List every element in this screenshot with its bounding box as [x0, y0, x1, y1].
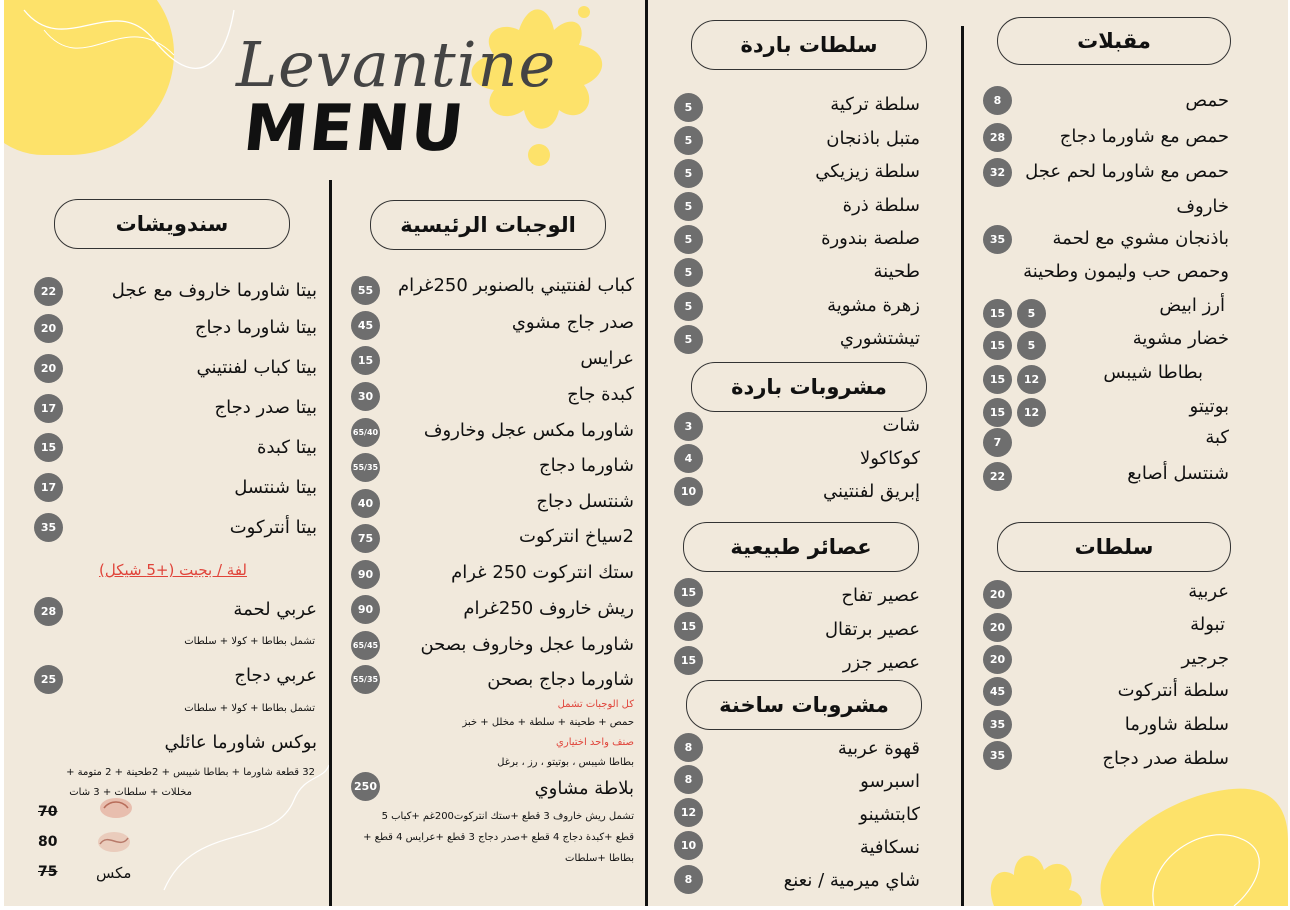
price-badge: 5: [674, 93, 703, 122]
price-badge: 45: [351, 311, 380, 340]
menu-item: شنتسل أصابع 22: [981, 459, 1229, 491]
price-badge: 15: [34, 433, 63, 462]
price-badge: 5: [674, 159, 703, 188]
menu-item: سلطة زيزيكي 5: [672, 157, 920, 189]
menu-item: شاورما عجل وخاروف بصحن 65/45: [349, 630, 634, 662]
menu-item-platter: بلاطة مشاوي 250: [349, 774, 634, 806]
menu-item: كباب لفنتيني بالصنوبر 250غرام 55: [349, 271, 634, 303]
menu-item: بوتيتو 15 12: [981, 392, 1229, 424]
price-badge: 65/45: [351, 631, 380, 660]
menu-title-main: MENU: [240, 92, 469, 166]
price-badge: 40: [351, 489, 380, 518]
price-badge: 32: [983, 158, 1012, 187]
price-badge: 5: [674, 192, 703, 221]
menu-item: باذنجان مشوي مع لحمة 35: [981, 224, 1229, 256]
menu-item: عربية 20: [981, 577, 1229, 609]
menu-item: عصير تفاح 15: [672, 581, 920, 613]
meals-choice-note-label: صنف واحد اختياري: [556, 737, 634, 748]
menu-item: حمص مع شاورما لحم عجل 32: [981, 157, 1229, 189]
price-badge: 30: [351, 382, 380, 411]
price-badge: 35: [983, 225, 1012, 254]
family-box-price-chicken: 80: [38, 834, 58, 850]
platter-description-line: بطاطا +سلطات: [565, 853, 634, 864]
price-badge: 15: [674, 578, 703, 607]
menu-item: إبريق لفنتيني 10: [672, 477, 920, 509]
price-badge: 20: [34, 314, 63, 343]
price-badge: 15: [351, 346, 380, 375]
platter-description-line: تشمل ريش خاروف 3 قطع +ستك انتركوت200غم +كباب 5: [381, 811, 634, 822]
price-badge: 5: [674, 258, 703, 287]
menu-item: شنتسل دجاج 40: [349, 487, 634, 519]
menu-item: جرجير 20: [981, 644, 1229, 676]
price-badge: 55/35: [351, 665, 380, 694]
menu-item: قهوة عربية 8: [672, 734, 920, 766]
price-badge: 35: [34, 513, 63, 542]
chicken-illustration-icon: [94, 828, 134, 856]
price-badge: 55/35: [351, 453, 380, 482]
price-badge: 8: [674, 765, 703, 794]
menu-page: [4, 0, 1288, 906]
menu-item: زهرة مشوية 5: [672, 291, 920, 323]
price-badge: 17: [34, 473, 63, 502]
price-badge: 12: [674, 798, 703, 827]
menu-item: كابتشينو 12: [672, 800, 920, 832]
price-badge: 7: [983, 428, 1012, 457]
price-badge: 22: [34, 277, 63, 306]
price-badge: 3: [674, 412, 703, 441]
price-badge: 15: [983, 398, 1012, 427]
menu-item: سلطة صدر دجاج 35: [981, 744, 1229, 776]
price-badge: 15: [983, 299, 1012, 328]
price-badge: 5: [674, 325, 703, 354]
menu-item: صلصة بندورة 5: [672, 224, 920, 256]
sandwiches-header: سندويشات: [54, 199, 290, 249]
divider-middle: [645, 0, 648, 906]
yellow-blob-bottom-right: [984, 780, 1288, 906]
price-badge: 90: [351, 595, 380, 624]
price-badge: 15: [983, 331, 1012, 360]
menu-item: عصير جزر 15: [672, 648, 920, 680]
decorative-line-bottom-left: [154, 760, 334, 900]
price-badge: 4: [674, 444, 703, 473]
meat-illustration-icon: [96, 794, 136, 822]
hot-drinks-header: مشروبات ساخنة: [686, 680, 922, 730]
price-badge: 90: [351, 560, 380, 589]
menu-item: بيتا شاورما خاروف مع عجل 22: [32, 276, 317, 308]
menu-item: أرز ابيض 15 5: [981, 291, 1229, 323]
menu-item: بيتا صدر دجاج 17: [32, 393, 317, 425]
family-box-mix-label: مكس: [96, 864, 132, 882]
price-badge: 15: [983, 365, 1012, 394]
cold-drinks-header: مشروبات باردة: [691, 362, 927, 412]
price-badge: 12: [1017, 365, 1046, 394]
juices-header: عصائر طبيعية: [683, 522, 919, 572]
menu-item: شاورما دجاج بصحن 55/35: [349, 665, 634, 697]
platter-description-line: قطع +كبدة دجاج 4 قطع +صدر دجاج 3 قطع +عرايس 4 قطع +: [363, 832, 634, 843]
menu-item: 2سياخ انتركوت 75: [349, 522, 634, 554]
menu-item: ستك انتركوت 250 غرام 90: [349, 558, 634, 590]
menu-item: خضار مشوية 15 5: [981, 324, 1229, 356]
price-badge: 5: [674, 225, 703, 254]
price-badge: 5: [674, 292, 703, 321]
menu-item: حمص 8: [981, 86, 1229, 118]
price-badge: 55: [351, 276, 380, 305]
price-badge: 12: [1017, 398, 1046, 427]
family-box-description-line: مخللات + سلطات + 3 شات: [69, 787, 192, 798]
price-badge: 20: [34, 354, 63, 383]
menu-item: حمص مع شاورما دجاج 28: [981, 122, 1229, 154]
menu-item: شاورما دجاج 55/35: [349, 451, 634, 483]
price-badge: 17: [34, 394, 63, 423]
arabi-lahme-note: تشمل بطاطا + كولا + سلطات: [184, 636, 315, 647]
price-badge: 25: [34, 665, 63, 694]
price-badge: 5: [1017, 299, 1046, 328]
decorative-swirl-lines: [4, 0, 244, 120]
menu-item: اسبرسو 8: [672, 767, 920, 799]
menu-item: بيتا كبدة 15: [32, 433, 317, 465]
menu-title-script: Levantine: [236, 28, 557, 101]
menu-item: نسكافية 10: [672, 833, 920, 865]
family-box-price-meat: 70: [38, 804, 58, 820]
price-badge: 35: [983, 741, 1012, 770]
menu-item: بيتا أنتركوت 35: [32, 513, 317, 545]
price-badge: 65/40: [351, 418, 380, 447]
menu-item: سلطة تركية 5: [672, 90, 920, 122]
divider-right: [961, 26, 964, 906]
menu-item: كبدة جاج 30: [349, 380, 634, 412]
menu-item: شات 3: [672, 411, 920, 443]
price-badge: 20: [983, 580, 1012, 609]
price-badge: 35: [983, 710, 1012, 739]
price-badge: 45: [983, 677, 1012, 706]
menu-item: سلطة شاورما 35: [981, 710, 1229, 742]
menu-item: شاورما مكس عجل وخاروف 65/40: [349, 416, 634, 448]
menu-item: تبولة 20: [981, 610, 1229, 642]
menu-item: عربي دجاج 25: [32, 661, 317, 693]
price-badge: 8: [674, 733, 703, 762]
price-badge: 28: [983, 123, 1012, 152]
menu-item: خاروف: [1176, 196, 1229, 217]
price-badge: 75: [351, 524, 380, 553]
menu-item: طحينة 5: [672, 257, 920, 289]
appetizers-header: مقبلات: [997, 17, 1231, 65]
meals-choice-note: بطاطا شيبس ، بوتيتو ، رز ، برغل: [497, 757, 634, 768]
price-badge: 5: [1017, 331, 1046, 360]
menu-item: كبة 7: [981, 423, 1229, 455]
meals-include-note-label: كل الوجبات تشمل: [557, 699, 634, 710]
price-badge: 10: [674, 831, 703, 860]
price-badge: 15: [674, 646, 703, 675]
menu-item: شاي ميرمية / نعنع 8: [672, 866, 920, 898]
menu-item: عرايس 15: [349, 344, 634, 376]
menu-item: بيتا كباب لفنتيني 20: [32, 353, 317, 385]
menu-item: صدر جاج مشوي 45: [349, 308, 634, 340]
menu-item: سلطة ذرة 5: [672, 191, 920, 223]
arabi-djaj-note: تشمل بطاطا + كولا + سلطات: [184, 703, 315, 714]
family-box-description-line: 32 قطعة شاورما + بطاطا شيبس + 2طحينة + 2 متومة +: [66, 767, 315, 778]
price-badge: 15: [674, 612, 703, 641]
menu-item: كوكاكولا 4: [672, 444, 920, 476]
cold-salads-header: سلطات باردة: [691, 20, 927, 70]
menu-item: تيشتشوري 5: [672, 324, 920, 356]
menu-item: عربي لحمة 28: [32, 595, 317, 627]
divider-left: [329, 180, 332, 906]
menu-item: بيتا شاورما دجاج 20: [32, 313, 317, 345]
menu-item: بيتا شنتسل 17: [32, 473, 317, 505]
main-meals-header: الوجبات الرئيسية: [370, 200, 606, 250]
price-badge: 20: [983, 613, 1012, 642]
family-box-price-mix: 75: [38, 864, 58, 880]
menu-item: متبل باذنجان 5: [672, 124, 920, 156]
price-badge: 10: [674, 477, 703, 506]
menu-item: ريش خاروف 250غرام 90: [349, 594, 634, 626]
menu-item: بطاطا شيبس 15 12: [981, 358, 1229, 390]
menu-item: وحمص حب وليمون وطحينة: [1023, 261, 1229, 282]
salads-header: سلطات: [997, 522, 1231, 572]
wrap-baguette-note: لفة / بجيت (+5 شيكل): [99, 561, 247, 579]
menu-item: عصير برتقال 15: [672, 615, 920, 647]
price-badge: 28: [34, 597, 63, 626]
price-badge: 20: [983, 645, 1012, 674]
price-badge: 8: [674, 865, 703, 894]
price-badge: 5: [674, 126, 703, 155]
family-box-title: بوكس شاورما عائلي: [164, 732, 317, 753]
price-badge: 250: [351, 772, 380, 801]
meals-include-note: حمص + طحينة + سلطة + مخلل + خبز: [462, 717, 634, 728]
price-badge: 8: [983, 86, 1012, 115]
menu-item: سلطة أنتركوت 45: [981, 676, 1229, 708]
price-badge: 22: [983, 462, 1012, 491]
